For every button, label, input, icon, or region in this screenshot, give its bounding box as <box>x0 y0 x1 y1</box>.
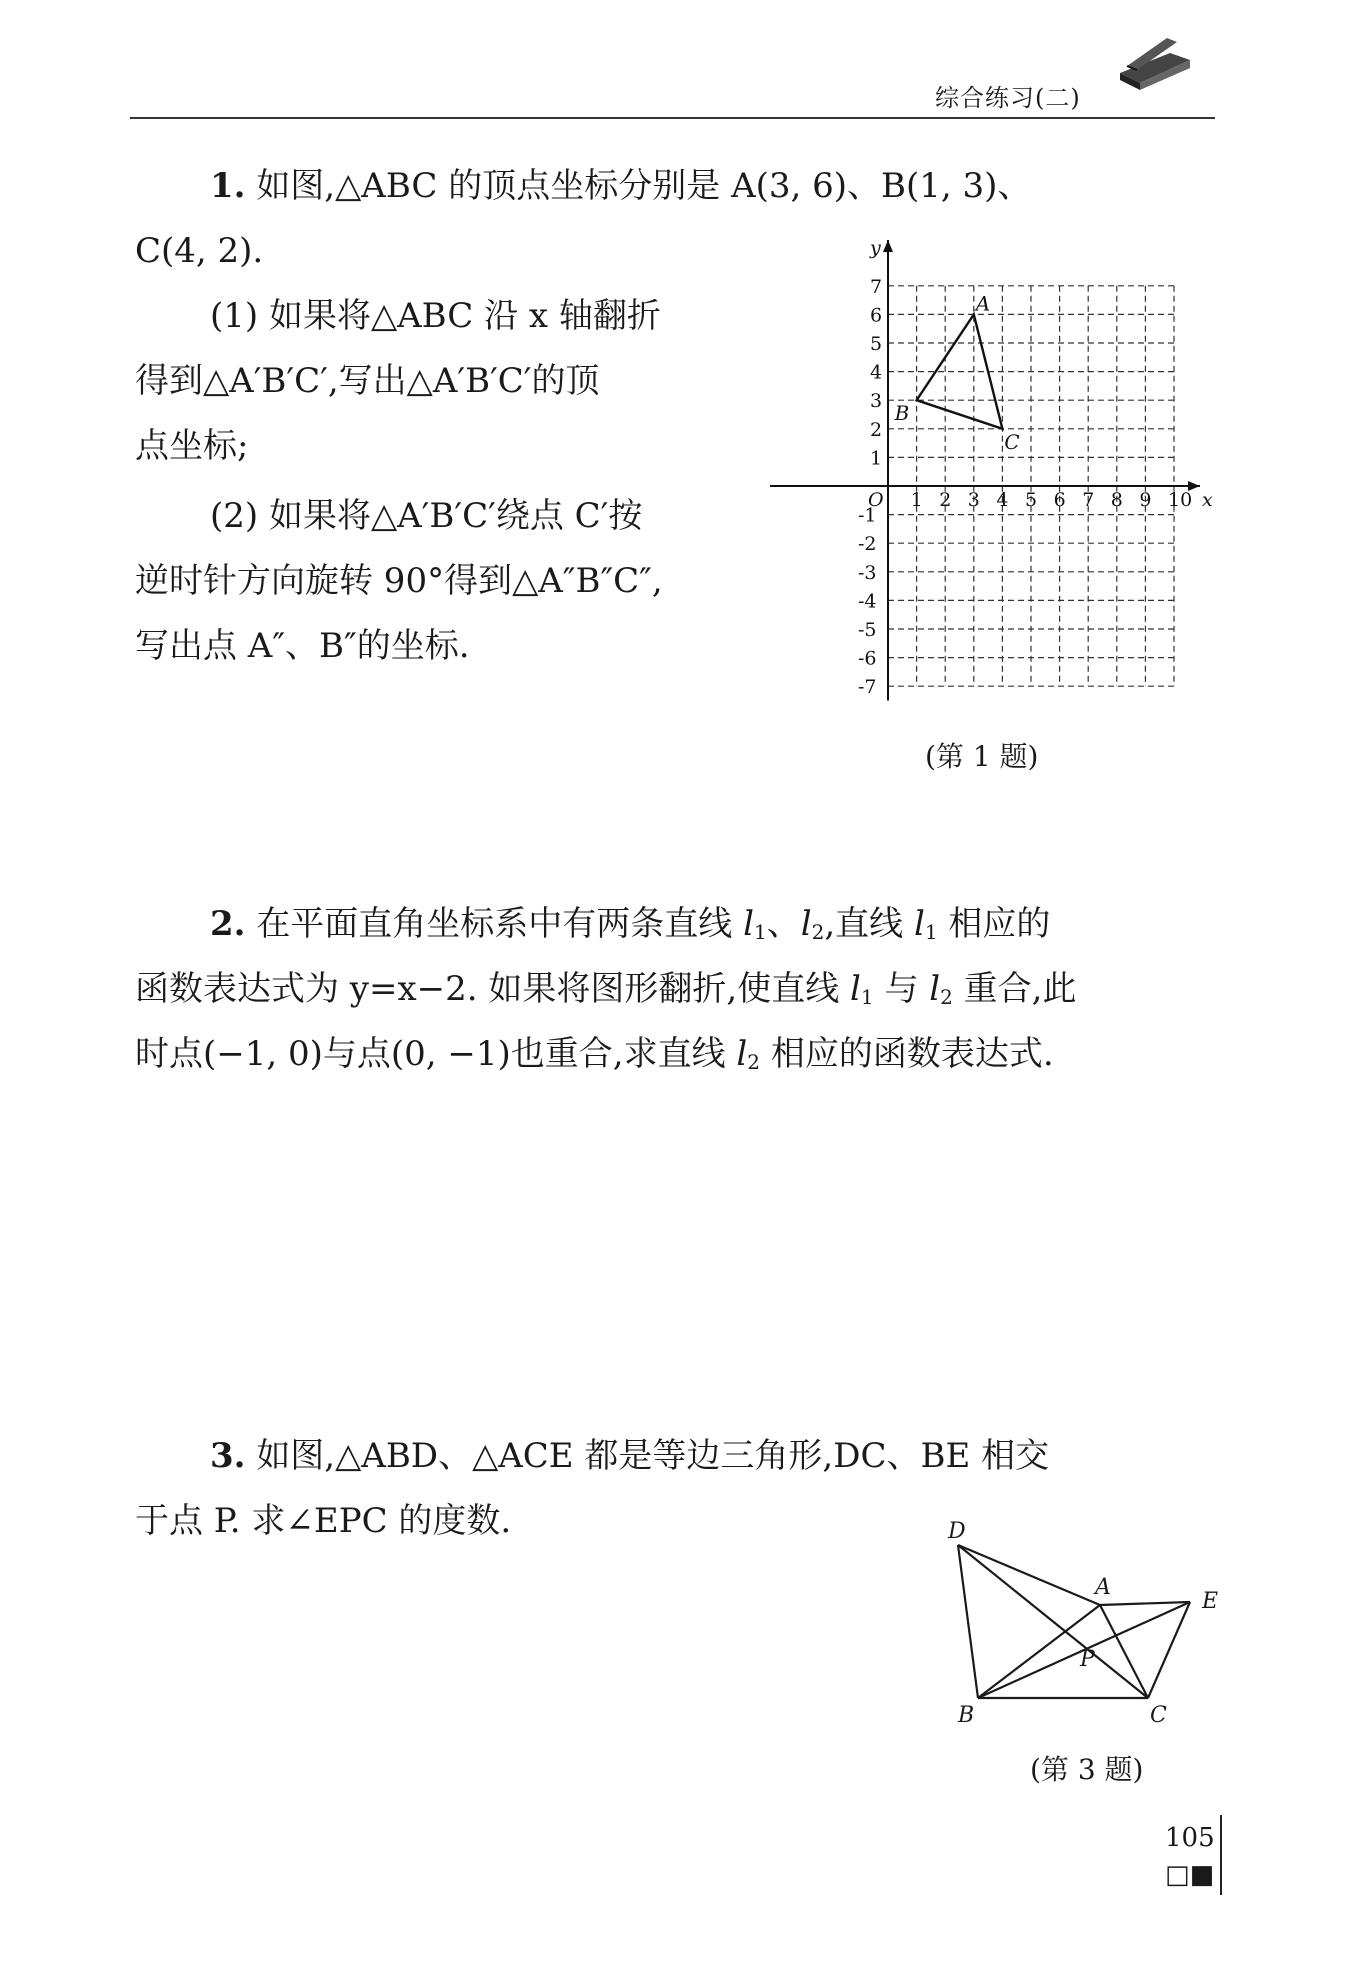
y-tick-label: 6 <box>870 304 883 327</box>
x-tick-label: 6 <box>1053 489 1066 511</box>
point-a-label: A <box>975 291 991 316</box>
x-tick-label: 9 <box>1139 489 1152 511</box>
label-a: A <box>1095 1575 1111 1600</box>
q1-sub1-line2: 得到△A′B′C′,写出△A′B′C′的顶 <box>135 361 600 401</box>
y-tick-label: -1 <box>858 504 877 527</box>
q2-line3: 时点(−1, 0)与点(0, −1)也重合,求直线 $l_2$ 相应的函数表达式. <box>135 1034 1054 1074</box>
x-tick-label: 4 <box>996 489 1009 511</box>
x-tick-label: 2 <box>939 489 952 511</box>
q1-line2: C(4, 2). <box>135 231 264 271</box>
y-tick-label: -6 <box>858 647 877 670</box>
q1-line1: 1. 如图,△ABC 的顶点坐标分别是 A(3, 6)、B(1, 3)、 <box>210 166 1032 206</box>
book-icon <box>1115 28 1195 98</box>
triangle-abc <box>894 291 1020 453</box>
x-axis-label: x <box>1202 489 1213 511</box>
q1-sub2-line3: 写出点 A″、B″的坐标. <box>135 626 470 666</box>
origin-label: O <box>868 489 884 511</box>
y-tick-label: 4 <box>870 361 883 384</box>
x-tick-label: 5 <box>1025 489 1038 511</box>
page-marks: □■ <box>1165 1860 1215 1890</box>
point-b-label: B <box>894 401 910 426</box>
y-tick-label: -3 <box>858 561 877 584</box>
label-d: D <box>948 1519 966 1544</box>
y-axis-arrow <box>883 240 893 252</box>
y-tick-label: -7 <box>858 676 877 699</box>
y-tick-label: 5 <box>870 333 883 355</box>
q1-caption: (第 1 题) <box>925 740 1039 773</box>
page-number: 105 <box>1165 1823 1215 1853</box>
x-tick-label: 1 <box>910 489 923 511</box>
page-rule <box>1220 1815 1222 1895</box>
y-tick-label: -5 <box>858 619 877 641</box>
q2-line2: 函数表达式为 y=x−2. 如果将图形翻折,使直线 $l_1$ 与 $l_2$ 重合,此 <box>135 969 1077 1009</box>
label-c: C <box>1150 1703 1167 1728</box>
y-tick-label: 7 <box>870 275 883 298</box>
q1-sub2-line2: 逆时针方向旋转 90°得到△A″B″C″, <box>135 561 663 601</box>
label-e: E <box>1202 1589 1219 1614</box>
q3-line1: 3. 如图,△ABD、△ACE 都是等边三角形,DC、BE 相交 <box>210 1436 1050 1476</box>
q2-line1: 2. 在平面直角坐标系中有两条直线 $l_1$、$l_2$,直线 $l_1$ 相应的 <box>210 904 1051 944</box>
label-b: B <box>958 1703 975 1728</box>
coordinate-grid-figure <box>770 232 1230 712</box>
q1-sub1-line3: 点坐标; <box>135 426 249 466</box>
q3-caption: (第 3 题) <box>1030 1753 1144 1786</box>
x-tick-label: 10 <box>1168 489 1193 511</box>
y-axis-label: y <box>870 237 881 259</box>
x-tick-label: 8 <box>1110 489 1123 511</box>
x-tick-label: 7 <box>1082 489 1095 511</box>
q1-sub1-line1: (1) 如果将△ABC 沿 x 轴翻折 <box>210 296 661 336</box>
y-tick-label: 2 <box>870 418 883 441</box>
header-rule <box>130 117 1215 119</box>
label-p: P <box>1080 1647 1095 1672</box>
equilateral-triangles-figure <box>940 1510 1240 1740</box>
x-tick-label: 3 <box>967 489 980 511</box>
y-tick-label: 3 <box>870 390 883 413</box>
header-title: 综合练习(二) <box>935 84 1081 112</box>
y-tick-label: 1 <box>870 447 883 470</box>
y-tick-label: -2 <box>858 533 877 556</box>
y-tick-label: -4 <box>858 590 877 613</box>
q3-line2: 于点 P. 求∠EPC 的度数. <box>135 1501 512 1541</box>
q1-sub2-line1: (2) 如果将△A′B′C′绕点 C′按 <box>210 496 643 536</box>
point-c-label: C <box>1004 429 1020 454</box>
